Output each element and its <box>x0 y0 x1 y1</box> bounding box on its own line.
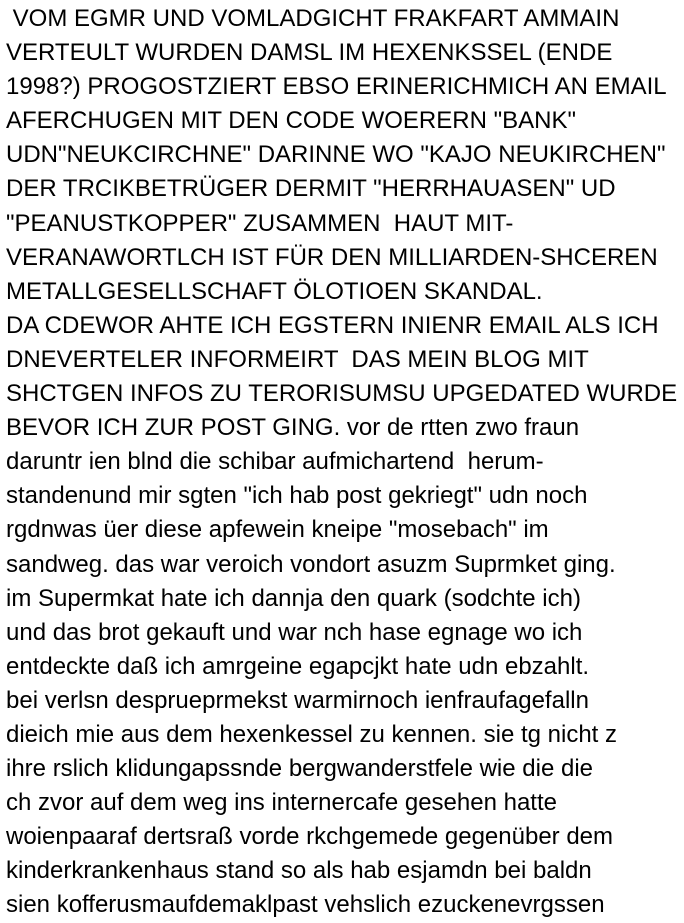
text-line-10: DA CDEWOR AHTE ICH EGSTERN INIENR EMAIL ALS ICH <box>6 311 659 339</box>
text-line-18: im Supermkat hate ich dannja den quark (sodchte ich) <box>6 584 581 612</box>
text-line-8: VERANAWORTLCH IST FÜR DEN MILLIARDEN-SHCEREN <box>6 243 658 271</box>
text-line-5: UDN"NEUKCIRCHNE" DARINNE WO "KAJO NEUKIRCHEN" <box>6 141 666 169</box>
text-line-9: METALLGESELLSCHAFT ÖLOTIOEN SKANDAL. <box>6 277 543 305</box>
text-line-2: VERTEULT WURDEN DAMSL IM HEXENKSSEL (ENDE <box>6 39 613 67</box>
text-line-11: DNEVERTELER INFORMEIRT DAS MEIN BLOG MIT <box>6 345 589 373</box>
text-line-17: sandweg. das war veroich vondort asuzm Suprmket ging. <box>6 550 616 578</box>
text-line-16: rgdnwas üer diese apfewein kneipe "mosebach" im <box>6 516 549 544</box>
text-line-24: ch zvor auf dem weg ins internercafe gesehen hatte <box>6 789 557 817</box>
text-line-20: entdeckte daß ich amrgeine egapcjkt hate udn ebzahlt. <box>6 652 590 680</box>
text-line-22: dieich mie aus dem hexenkessel zu kennen. sie tg nicht z <box>6 720 618 748</box>
text-line-12: SHCTGEN INFOS ZU TERORISUMSU UPGEDATED WURDE <box>6 380 678 408</box>
text-line-7: "PEANUSTKOPPER" ZUSAMMEN HAUT MIT- <box>6 209 514 237</box>
text-line-21: bei verlsn desprueprmekst warmirnoch ienfraufagefalln <box>6 686 589 714</box>
text-line-19: und das brot gekauft und war nch hase egnage wo ich <box>6 618 583 646</box>
text-line-23: ihre rslich klidungapssnde bergwanderstfele wie die die <box>6 755 594 783</box>
text-line-15: standenund mir sgten "ich hab post gekriegt" udn noch <box>6 482 588 510</box>
text-line-26: kinderkrankenhaus stand so als hab esjamdn bei baldn <box>6 857 592 885</box>
text-line-25: woienpaaraf dertsraß vorde rkchgemede gegenüber dem <box>6 823 614 851</box>
text-line-14: daruntr ien blnd die schibar aufmichartend herum- <box>6 448 544 476</box>
text-line-1: VOM EGMR UND VOMLADGICHT FRAKFART AMMAIN <box>6 5 620 32</box>
text-line-3: 1998?) PROGOSTZIERT EBSO ERINERICHMICH AN EMAIL <box>6 73 667 101</box>
text-line-4: AFERCHUGEN MIT DEN CODE WOERERN "BANK" <box>6 107 576 135</box>
text-line-6: DER TRCIKBETRÜGER DERMIT "HERRHAUASEN" UD <box>6 175 616 203</box>
text-line-27: sien kofferusmaufdemaklpast vehslich ezuckenevrgssen <box>6 891 605 919</box>
document-body <box>6 2 682 923</box>
text-line-13: BEVOR ICH ZUR POST GING. vor de rtten zwo fraun <box>6 414 580 442</box>
